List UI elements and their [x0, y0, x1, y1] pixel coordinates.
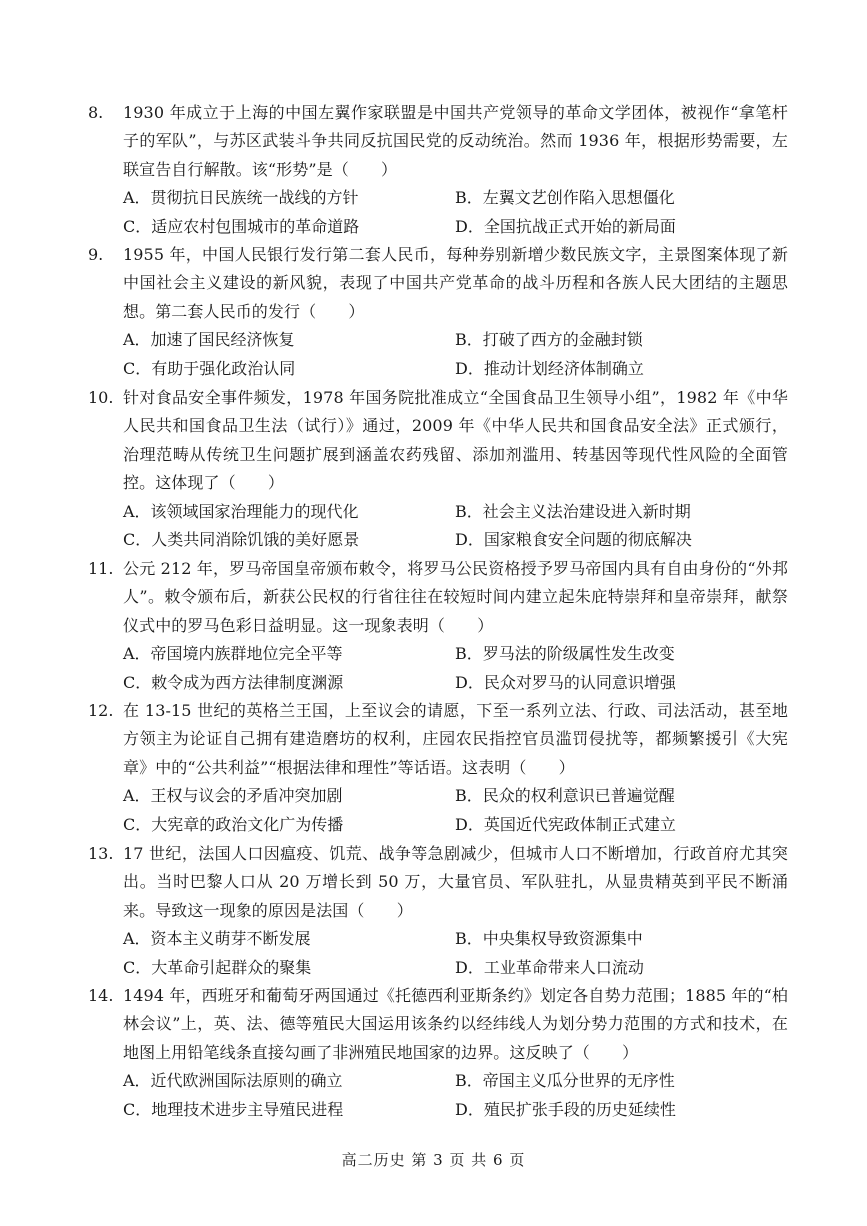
options [123, 326, 788, 383]
option-a: A．贯彻抗日民族统一战线的方针 [123, 188, 359, 208]
option-c: C．大革命引起群众的聚集 [123, 957, 312, 977]
options [123, 184, 788, 241]
option-b: B．打破了西方的金融封锁 [455, 330, 643, 350]
option-d: D．民众对罗马的认同意识增强 [455, 672, 676, 692]
question-10 [88, 384, 788, 554]
option-d: D．殖民扩张手段的历史延续性 [455, 1099, 676, 1119]
option-c: C．适应农村包围城市的革命道路 [123, 216, 360, 236]
option-c: C．人类共同消除饥饿的美好愿景 [123, 530, 360, 550]
question-stem: 1955 年，中国人民银行发行第二套人民币，每种券别新增少数民族文字，主景图案体现了新中国社会主义建设的新风貌，表现了中国共产党革命的战斗历程和各族人民大团结的主题思想。第二套人民币的发行（ ） [123, 245, 788, 321]
question-number: 8. [88, 103, 104, 122]
options [123, 782, 788, 839]
question-stem: 针对食品安全事件频发，1978 年国务院批准成立“全国食品卫生领导小组”，1982 年《中华人民共和国食品卫生法（试行）》通过，2009 年《中华人民共和国食品安全法》正式颁行，治理范畴从传统卫生问题扩展到涵盖农药残留、添加剂滥用、转基因等现代性风险的全面管控。这体现了（ ） [123, 388, 788, 493]
question-11 [88, 555, 788, 697]
question-number: 11. [88, 559, 114, 578]
question-stem: 公元 212 年，罗马帝国皇帝颁布敕令，将罗马公民资格授予罗马帝国内具有自由身份的“外邦人”。敕令颁布后，新获公民权的行省往往在较短时间内建立起朱庇特崇拜和皇帝崇拜，献祭仪式中的罗马色彩日益明显。这一现象表明（ ） [123, 559, 788, 635]
question-stem: 1930 年成立于上海的中国左翼作家联盟是中国共产党领导的革命文学团体，被视作“拿笔杆子的军队”，与苏区武装斗争共同反抗国民党的反动统治。然而 1936 年，根据形势需要，左联宣告自行解散。该“形势”是（ ） [123, 103, 788, 179]
option-a: A．加速了国民经济恢复 [123, 330, 295, 350]
option-a: A．王权与议会的矛盾冲突加剧 [123, 786, 343, 806]
question-stem: 17 世纪，法国人口因瘟疫、饥荒、战争等急剧减少，但城市人口不断增加，行政首府尤其突出。当时巴黎人口从 20 万增长到 50 万，大量官员、军队驻扎，从显贵精英到平民不断涌来。导致这一现象的原因是法国（ ） [123, 844, 788, 920]
question-stem: 在 13-15 世纪的英格兰王国，上至议会的请愿，下至一系列立法、行政、司法活动，甚至地方领主为论证自己拥有建造磨坊的权利，庄园农民指控官员滥罚侵扰等，都频繁援引《大宪章》中的“公共利益”“根据法律和理性”等话语。这表明（ ） [123, 701, 788, 777]
options [123, 640, 788, 697]
question-number: 10. [88, 388, 114, 407]
options [123, 498, 788, 555]
question-13 [88, 840, 788, 982]
option-c: C．有助于强化政治认同 [123, 358, 296, 378]
question-9 [88, 241, 788, 383]
option-c: C．地理技术进步主导殖民进程 [123, 1099, 344, 1119]
option-d: D．全国抗战正式开始的新局面 [455, 216, 676, 236]
question-number: 13. [88, 844, 114, 863]
question-14 [88, 982, 788, 1124]
option-d: D．国家粮食安全问题的彻底解决 [455, 530, 692, 550]
option-a: A．资本主义萌芽不断发展 [123, 929, 311, 949]
options [123, 1067, 788, 1124]
option-a: A．近代欧洲国际法原则的确立 [123, 1071, 343, 1091]
option-d: D．工业革命带来人口流动 [455, 957, 644, 977]
option-b: B．民众的权利意识已普遍觉醒 [455, 786, 675, 806]
option-b: B．左翼文艺创作陷入思想僵化 [455, 188, 675, 208]
option-b: B．罗马法的阶级属性发生改变 [455, 644, 675, 664]
option-c: C．大宪章的政治文化广为传播 [123, 814, 344, 834]
option-c: C．敕令成为西方法律制度渊源 [123, 672, 344, 692]
option-d: D．英国近代宪政体制正式建立 [455, 814, 676, 834]
question-number: 9. [88, 245, 104, 264]
option-b: B．帝国主义瓜分世界的无序性 [455, 1071, 675, 1091]
question-12 [88, 697, 788, 839]
option-a: A．该领域国家治理能力的现代化 [123, 501, 359, 521]
page-footer: 高二历史 第 3 页 共 6 页 [341, 1151, 526, 1169]
option-b: B．社会主义法治建设进入新时期 [455, 501, 691, 521]
options [123, 925, 788, 982]
question-number: 12. [88, 701, 114, 720]
question-number: 14. [88, 986, 114, 1005]
option-d: D．推动计划经济体制确立 [455, 358, 644, 378]
question-8 [88, 99, 788, 241]
option-b: B．中央集权导致资源集中 [455, 929, 643, 949]
question-stem: 1494 年，西班牙和葡萄牙两国通过《托德西利亚斯条约》划定各自势力范围；1885 年的“柏林会议”上，英、法、德等殖民大国运用该条约以经纬线人为划分势力范围的方式和技术，在地图上用铅笔线条直接勾画了非洲殖民地国家的边界。这反映了（ ） [123, 986, 788, 1062]
option-a: A．帝国境内族群地位完全平等 [123, 644, 343, 664]
